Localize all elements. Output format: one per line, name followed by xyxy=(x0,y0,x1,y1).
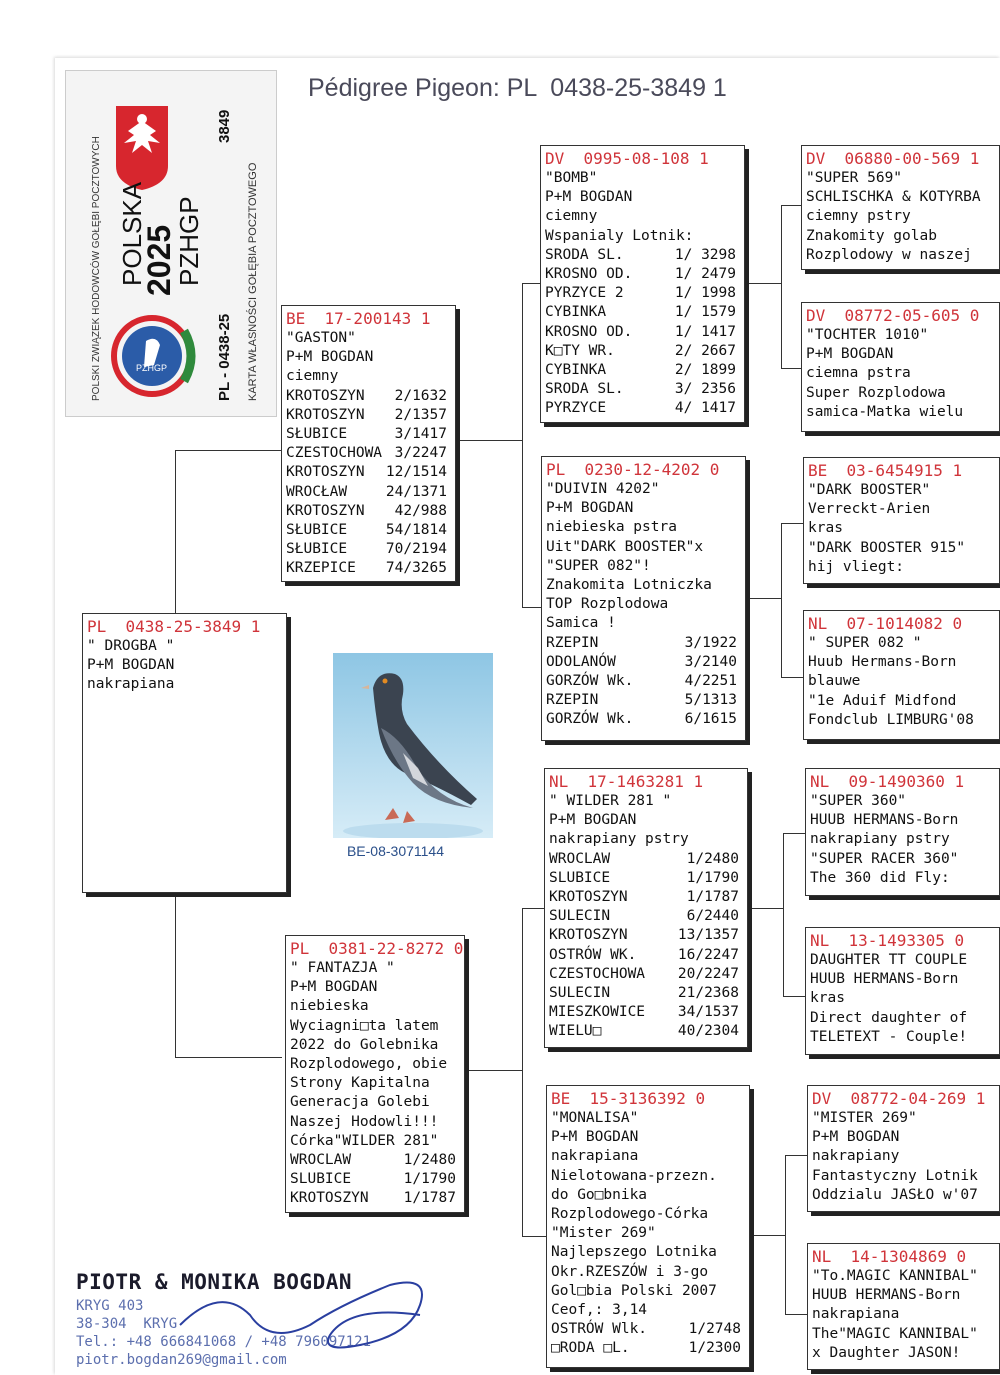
result-row xyxy=(545,323,740,342)
grandparent-ring: DV 0995-08-108 1 xyxy=(545,149,709,168)
subject-pigeon-box xyxy=(82,613,287,893)
result-score: 2/ 1899 xyxy=(674,362,736,379)
connector-gp3 xyxy=(748,908,784,909)
connector-dam-parents xyxy=(522,908,546,1237)
result-score: 1/1787 xyxy=(403,1190,456,1207)
info-line: Verreckt-Arien xyxy=(808,501,931,518)
result-place: KROTOSZYN xyxy=(549,889,628,906)
info-line: "To.MAGIC KANNIBAL" xyxy=(812,1268,978,1284)
info-line: Rozplodowego-Córka xyxy=(551,1206,709,1223)
photo-caption: BE-08-3071144 xyxy=(346,843,445,859)
result-row xyxy=(286,406,451,425)
result-row xyxy=(549,1022,743,1041)
connector-gp3-parents xyxy=(783,833,806,997)
info-line: "SUPER RACER 360" xyxy=(810,850,959,867)
card-graphic xyxy=(66,71,276,416)
connector-sire-parents xyxy=(522,283,541,608)
great-grandparent-ring: NL 14-1304869 0 xyxy=(812,1247,967,1266)
breeder-email: piotr.bogdan269@gmail.com xyxy=(76,1352,287,1368)
info-line: "TOCHTER 1010" xyxy=(806,327,929,343)
result-place: GORZÓW Wk. xyxy=(546,673,634,690)
info-line: hij vliegt: xyxy=(808,558,905,575)
info-line: "SUPER 569" xyxy=(806,170,903,186)
result-place: MIESZKOWICE xyxy=(549,1004,646,1021)
result-score: 70/2194 xyxy=(385,541,447,558)
result-score: 1/ 1998 xyxy=(674,285,736,302)
info-line: P+M BOGDAN xyxy=(551,1129,639,1146)
breeder-phone: Tel.: +48 666841068 / +48 796097121 xyxy=(76,1334,372,1350)
result-score: 1/1787 xyxy=(686,889,739,906)
result-place: □RODA □L. xyxy=(551,1340,630,1357)
sire-color: ciemny xyxy=(286,368,339,385)
info-line: niebieska pstra xyxy=(546,519,677,536)
result-place: WROCLAW xyxy=(290,1152,352,1169)
info-line: P+M BOGDAN xyxy=(545,189,633,206)
result-place: CZESTOCHOWA xyxy=(549,965,646,982)
result-score: 1/2748 xyxy=(688,1321,741,1338)
result-score: 3/2140 xyxy=(684,653,737,670)
result-row xyxy=(549,965,743,984)
result-place: WROCŁAW xyxy=(286,483,348,500)
result-place: CYBINKA xyxy=(545,362,607,379)
grandparent-ring: BE 15-3136392 0 xyxy=(551,1089,706,1108)
result-row xyxy=(545,342,740,361)
dam-results xyxy=(290,1151,460,1209)
result-place: SULECIN xyxy=(549,985,611,1002)
breeder-address-1: KRYG 403 xyxy=(76,1298,144,1314)
subject-breeder: P+M BOGDAN xyxy=(87,657,175,674)
sire-name: "GASTON" xyxy=(286,330,356,346)
info-line: HUUB HERMANS-Born xyxy=(812,1287,961,1304)
result-place: KROTOSZYN xyxy=(286,464,365,481)
card-org: PZHGP xyxy=(174,196,204,286)
result-row xyxy=(551,1320,745,1339)
result-row xyxy=(545,361,740,380)
result-place: PYRZYCE 2 xyxy=(545,285,624,302)
result-place: OSTRÓW WK. xyxy=(549,946,637,963)
info-line: ciemny pstry xyxy=(806,208,911,225)
info-line: DAUGHTER TT COUPLE xyxy=(810,952,968,968)
info-line: kras xyxy=(810,990,845,1007)
result-place: KROSNO OD. xyxy=(545,323,633,340)
result-row xyxy=(549,926,743,945)
connector-sire xyxy=(456,440,523,441)
result-place: WROCLAW xyxy=(549,850,611,867)
great-grandparent-ring: DV 08772-04-269 1 xyxy=(812,1089,986,1108)
info-line: " WILDER 281 " xyxy=(549,793,672,809)
grandparent-box xyxy=(546,1085,750,1368)
result-row xyxy=(549,984,743,1003)
info-line: Ceof,: 3,14 xyxy=(551,1302,648,1319)
result-score: 4/2251 xyxy=(684,673,737,690)
great-grandparent-box xyxy=(807,1085,1000,1212)
result-place: SLUBICE xyxy=(549,869,611,886)
result-row xyxy=(551,1339,745,1358)
pigeon-photo xyxy=(333,653,493,838)
great-grandparent-box xyxy=(803,610,1000,740)
card-title: KARTA WŁASNOŚCI GOŁĘBIA POCZTOWEGO xyxy=(247,162,259,401)
result-place: SRODA SL. xyxy=(545,381,624,398)
result-row xyxy=(290,1170,460,1189)
result-row xyxy=(549,850,743,869)
info-line: Znakomity golab xyxy=(806,227,937,244)
result-row xyxy=(545,303,740,322)
result-score: 1/1790 xyxy=(403,1171,456,1188)
connector-gp1-parents xyxy=(781,205,802,369)
info-line: "Mister 269" xyxy=(551,1225,656,1242)
grandparent-box xyxy=(540,145,745,423)
info-line: Rozplodowego, obie xyxy=(290,1056,448,1073)
result-score: 1/2480 xyxy=(686,850,739,867)
dam-box xyxy=(285,935,465,1213)
card-ring: PL - 0438-25 xyxy=(216,313,233,401)
result-row xyxy=(286,483,451,502)
sire-box xyxy=(281,305,456,582)
info-line: Gol□bia Polski 2007 xyxy=(551,1282,717,1299)
result-row xyxy=(286,387,451,406)
card-year: 2025 xyxy=(141,224,177,296)
result-place: SULECIN xyxy=(549,908,611,925)
great-grandparent-ring: NL 13-1493305 0 xyxy=(810,931,965,950)
grandparent-ring: PL 0230-12-4202 0 xyxy=(546,460,720,479)
result-row xyxy=(286,502,451,521)
result-score: 2/1357 xyxy=(394,406,447,423)
result-score: 4/ 1417 xyxy=(674,400,736,417)
result-score: 40/2304 xyxy=(677,1023,739,1040)
subject-ring: PL 0438-25-3849 1 xyxy=(87,617,261,636)
result-place: GORZÓW Wk. xyxy=(546,711,634,728)
info-line: "DARK BOOSTER 915" xyxy=(808,539,966,556)
info-line: Okr.RZESZÓW i 3-go xyxy=(551,1263,709,1280)
result-score: 3/2247 xyxy=(394,445,447,462)
pzhgp-logo-icon xyxy=(114,318,191,394)
sire-breeder: P+M BOGDAN xyxy=(286,349,374,366)
info-line: Strony Kapitalna xyxy=(290,1075,430,1092)
info-line: nakrapiany pstry xyxy=(810,831,950,848)
great-grandparent-ring: DV 06880-00-569 1 xyxy=(806,149,980,168)
info-line: P+M BOGDAN xyxy=(290,979,378,996)
info-line: "SUPER 360" xyxy=(810,793,907,809)
info-line: HUUB HERMANS-Born xyxy=(810,971,959,988)
info-line: Direct daughter of xyxy=(810,1009,968,1026)
great-grandparent-box xyxy=(805,927,1000,1055)
result-row xyxy=(286,463,451,482)
result-place: SŁUBICE xyxy=(286,522,348,539)
result-score: 1/ 1417 xyxy=(674,323,736,340)
result-score: 3/1922 xyxy=(684,634,737,651)
result-row xyxy=(546,691,741,710)
great-grandparent-ring: BE 03-6454915 1 xyxy=(808,461,963,480)
pigeon-icon xyxy=(333,653,493,838)
result-row xyxy=(546,672,741,691)
info-line: ciemny xyxy=(545,208,598,225)
result-score: 1/1790 xyxy=(686,869,739,886)
result-score: 2/1632 xyxy=(394,387,447,404)
dam-lines xyxy=(290,959,460,1151)
result-row xyxy=(286,540,451,559)
result-place: SŁUBICE xyxy=(286,541,348,558)
result-place: KROTOSZYN xyxy=(549,927,628,944)
result-score: 54/1814 xyxy=(385,522,447,539)
result-score: 34/1537 xyxy=(677,1004,739,1021)
logo-text: PZHGP xyxy=(136,363,168,373)
result-row xyxy=(545,246,740,265)
result-score: 12/1514 xyxy=(385,464,447,481)
info-line: Uit"DARK BOOSTER"x xyxy=(546,538,704,555)
great-grandparent-ring: NL 07-1014082 0 xyxy=(808,614,963,633)
great-grandparent-box xyxy=(801,302,1000,432)
card-union-text: POLSKI ZWIĄZEK HODOWCÓW GOŁĘBI POCZTOWYCH xyxy=(91,136,102,401)
info-line: Rozplodowy w naszej xyxy=(806,246,972,263)
result-row xyxy=(549,907,743,926)
info-line: TELETEXT - Couple! xyxy=(810,1028,968,1045)
grandparent-box xyxy=(541,456,746,741)
ownership-card xyxy=(65,70,277,417)
connector-gp4-parents xyxy=(785,1155,808,1315)
info-line: "MISTER 269" xyxy=(812,1110,917,1126)
info-line: The 360 did Fly: xyxy=(810,869,950,886)
result-row xyxy=(290,1151,460,1170)
connector-gp2-parents xyxy=(781,523,804,678)
info-line: Generacja Golebi xyxy=(290,1094,430,1111)
info-line: nakrapiany xyxy=(812,1148,900,1165)
result-row xyxy=(549,1003,743,1022)
info-line: Oddzialu JASŁO w'07 xyxy=(812,1186,978,1203)
great-grandparent-ring: NL 09-1490360 1 xyxy=(810,772,965,791)
info-line: Córka"WILDER 281" xyxy=(290,1132,439,1149)
info-line: "DARK BOOSTER" xyxy=(808,482,931,498)
info-line: P+M BOGDAN xyxy=(549,812,637,829)
result-row xyxy=(286,521,451,540)
result-row xyxy=(549,869,743,888)
info-line: ciemna pstra xyxy=(806,365,911,382)
info-line: " SUPER 082 " xyxy=(808,635,922,651)
result-place: KROTOSZYN xyxy=(290,1190,369,1207)
info-line: "1e Aduif Midfond xyxy=(808,692,957,709)
result-place: CZESTOCHOWA xyxy=(286,445,383,462)
info-line: P+M BOGDAN xyxy=(806,346,894,363)
sire-results xyxy=(286,387,451,579)
great-grandparent-ring: DV 08772-05-605 0 xyxy=(806,306,980,325)
great-grandparent-box xyxy=(801,145,1000,270)
info-line: nakrapiany pstry xyxy=(549,831,689,848)
info-line: Samica ! xyxy=(546,615,616,632)
info-line: "MONALISA" xyxy=(551,1110,639,1126)
result-score: 21/2368 xyxy=(677,985,739,1002)
result-place: KROTOSZYN xyxy=(286,406,365,423)
info-line: P+M BOGDAN xyxy=(546,500,634,517)
result-row xyxy=(549,888,743,907)
result-row xyxy=(286,559,451,578)
subject-color: nakrapiana xyxy=(87,676,175,693)
result-place: KRZEPICE xyxy=(286,560,356,577)
eagle-emblem-icon xyxy=(116,106,168,190)
breeder-name: PIOTR & MONIKA BOGDAN xyxy=(76,1270,353,1294)
result-place: KROTOSZYN xyxy=(286,387,365,404)
result-place: RZEPIN xyxy=(546,634,599,651)
result-place: KROSNO OD. xyxy=(545,266,633,283)
result-score: 24/1371 xyxy=(385,483,447,500)
info-line: HUUB HERMANS-Born xyxy=(810,812,959,829)
breeder-address-2: 38-304 KRYG xyxy=(76,1316,178,1332)
info-line: x Daughter JASON! xyxy=(812,1344,961,1361)
result-place: SŁUBICE xyxy=(286,426,348,443)
dam-ring: PL 0381-22-8272 0 xyxy=(290,939,464,958)
result-row xyxy=(290,1189,460,1208)
result-score: 42/988 xyxy=(394,502,447,519)
result-row xyxy=(545,399,740,418)
info-line: nakrapiana xyxy=(551,1148,639,1165)
info-line: " FANTAZJA " xyxy=(290,960,395,976)
result-score: 16/2247 xyxy=(677,946,739,963)
result-score: 3/ 2356 xyxy=(674,381,736,398)
info-line: The"MAGIC KANNIBAL" xyxy=(812,1325,978,1342)
result-row xyxy=(546,653,741,672)
result-row xyxy=(546,634,741,653)
result-score: 3/1417 xyxy=(394,426,447,443)
result-score: 13/1357 xyxy=(677,927,739,944)
info-line: Znakomita Lotniczka xyxy=(546,577,712,594)
grandparent-box xyxy=(544,768,748,1048)
info-line: Wspanialy Lotnik: xyxy=(545,227,694,244)
result-place: WIELU□ xyxy=(549,1023,602,1040)
result-row xyxy=(286,425,451,444)
result-score: 1/2300 xyxy=(688,1340,741,1357)
connector-subject-sire xyxy=(175,450,282,614)
info-line: Fantastyczny Lotnik xyxy=(812,1167,978,1184)
info-line: niebieska xyxy=(290,998,369,1015)
result-place: CYBINKA xyxy=(545,304,607,321)
result-score: 1/2480 xyxy=(403,1152,456,1169)
result-place: SLUBICE xyxy=(290,1171,352,1188)
info-line: "SUPER 082"! xyxy=(546,557,651,574)
great-grandparent-box xyxy=(803,457,1000,584)
connector-dam xyxy=(464,1070,523,1071)
info-line: Fondclub LIMBURG'08 xyxy=(808,711,974,728)
info-line: Najlepszego Lotnika xyxy=(551,1244,717,1261)
info-line: Huub Hermans-Born xyxy=(808,654,957,671)
result-score: 5/1313 xyxy=(684,692,737,709)
result-score: 1/ 3298 xyxy=(674,246,736,263)
result-row xyxy=(545,284,740,303)
grandparent-ring: NL 17-1463281 1 xyxy=(549,772,704,791)
page-title: Pédigree Pigeon: PL 0438-25-3849 1 xyxy=(308,74,727,102)
result-place: KROTOSZYN xyxy=(286,502,365,519)
connector-subject-dam xyxy=(175,893,282,1058)
card-number: 3849 xyxy=(216,109,233,143)
result-place: RZEPIN xyxy=(546,692,599,709)
connector-gp4 xyxy=(750,1235,786,1236)
result-row xyxy=(545,265,740,284)
result-score: 20/2247 xyxy=(677,965,739,982)
connector-gp2 xyxy=(746,598,782,599)
info-line: kras xyxy=(808,520,843,537)
result-row xyxy=(286,444,451,463)
result-score: 6/2440 xyxy=(686,908,739,925)
result-score: 2/ 2667 xyxy=(674,342,736,359)
result-place: SRODA SL. xyxy=(545,246,624,263)
info-line: P+M BOGDAN xyxy=(812,1129,900,1146)
result-score: 1/ 1579 xyxy=(674,304,736,321)
info-line: TOP Rozplodowa xyxy=(546,596,669,613)
info-line: nakrapiana xyxy=(812,1306,900,1323)
info-line: Super Rozplodowa xyxy=(806,384,946,401)
result-place: OSTRÓW Wlk. xyxy=(551,1321,648,1338)
info-line: SCHLISCHKA & KOTYRBA xyxy=(806,189,981,206)
result-score: 74/3265 xyxy=(385,560,447,577)
great-grandparent-box xyxy=(805,768,1000,896)
info-line: do Go□bnika xyxy=(551,1186,648,1203)
card-country: POLSKA xyxy=(117,181,147,286)
great-grandparent-box xyxy=(807,1243,1000,1370)
result-score: 6/1615 xyxy=(684,711,737,728)
result-row xyxy=(546,710,741,729)
result-score: 1/ 2479 xyxy=(674,266,736,283)
subject-name: " DROGBA " xyxy=(87,638,175,654)
connector-gp1 xyxy=(745,283,782,284)
info-line: "DUIVIN 4202" xyxy=(546,481,660,497)
result-place: PYRZYCE xyxy=(545,400,607,417)
result-row xyxy=(549,946,743,965)
result-place: K□TY WR. xyxy=(545,342,615,359)
info-line: Nielotowana-przezn. xyxy=(551,1167,717,1184)
signature-icon xyxy=(170,1265,490,1365)
info-line: "BOMB" xyxy=(545,170,598,186)
result-place: ODOLANÓW xyxy=(546,653,616,670)
sire-ring: BE 17-200143 1 xyxy=(286,309,431,328)
info-line: blauwe xyxy=(808,673,861,690)
info-line: 2022 do Golebnika xyxy=(290,1036,439,1053)
info-line: samica-Matka wielu xyxy=(806,403,964,420)
info-line: Naszej Hodowli!!! xyxy=(290,1113,439,1130)
result-row xyxy=(545,380,740,399)
info-line: Wyciagni□ta latem xyxy=(290,1017,439,1034)
